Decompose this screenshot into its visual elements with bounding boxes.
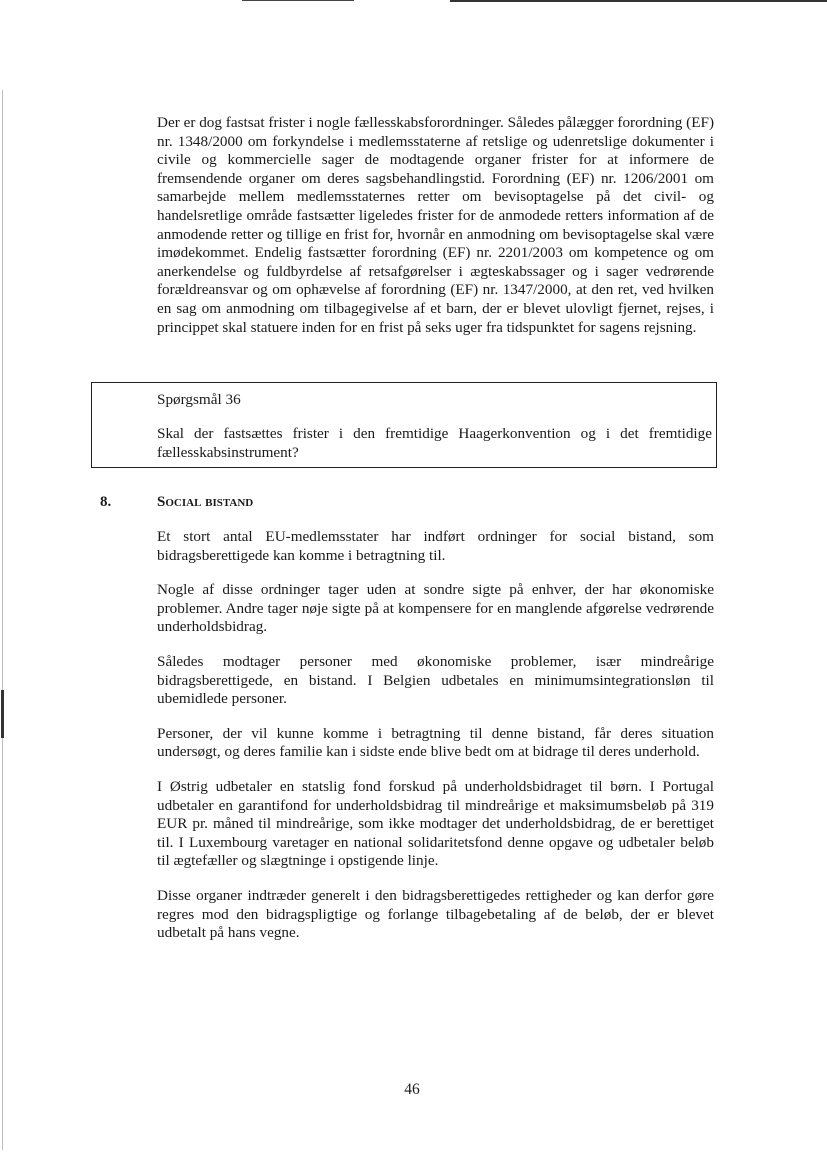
section-paragraph: Personer, der vil kunne komme i betragtning til denne bistand, får deres situation undersøgt, og deres familie kan i sidste ende blive bedt om at bidrage til deres underhold. — [157, 724, 714, 761]
section-paragraph: I Østrig udbetaler en statslig fond forskud på underholdsbidraget til børn. I Portugal udbetaler en garantifond for underholdsbidrag til mindreårige et maksimumsbeløb på 319 EUR pr. måned til mindreårige, som ikke modtager det underholdsbidrag, de er berettiget til. I Luxembourg varetager en national solidaritetsfond denne opgave og udbetaler beløb til ægtefæller og slægtninge i opstigende linje. — [157, 777, 714, 870]
scan-edge-mark — [1, 690, 4, 738]
section-paragraph: Disse organer indtræder generelt i den bidragsberettigedes rettigheder og kan derfor gøre regres mod den bidragspligtige og forlange tilbagebetaling af de beløb, der er blevet udbetalt på hans vegne. — [157, 886, 714, 942]
question-text: Skal der fastsættes frister i den fremtidige Haagerkonvention og i det fremtidige fællesskabsinstrument? — [157, 425, 712, 461]
section-paragraph: Et stort antal EU-medlemsstater har indført ordninger for social bistand, som bidragsberettigede kan komme i betragtning til. — [157, 528, 714, 564]
section-number: 8. — [100, 494, 112, 510]
section-title: Social bistand — [157, 494, 254, 510]
scan-edge-left — [2, 90, 3, 1150]
question-title: Spørgsmål 36 — [157, 391, 241, 408]
section-paragraph: Således modtager personer med økonomiske problemer, især mindreårige bidragsberettigede, en bistand. I Belgien udbetales en minimumsintegrationsløn til ubemidlede personer. — [157, 652, 714, 708]
scan-border-top-left — [242, 0, 354, 1]
question-box — [91, 382, 717, 468]
section-body — [157, 528, 714, 959]
scan-border-top-right — [450, 0, 827, 2]
intro-paragraph: Der er dog fastsat frister i nogle fællesskabsforordninger. Således pålægger forordning (EF) nr. 1348/2000 om forkyndelse i medlemsstaterne af retslige og udenretslige dokumenter i civile og kommercielle sager de modtagende organer frister for at informere de fremsendende organer om deres sagsbehandlingstid. Forordning (EF) nr. 1206/2001 om samarbejde mellem medlemsstaternes retter om bevisoptagelse på det civil- og handelsretlige område fastsætter ligeledes frister for de anmodede retters information af de anmodende retter og tillige en frist for, hvornår en anmodning om bevisoptagelse skal være imødekommet. Endelig fastsætter forordning (EF) nr. 2201/2003 om kompetence og om anerkendelse og fuldbyrdelse af retsafgørelser i ægteskabssager og i sager vedrørende forældreansvar og om ophævelse af forordning (EF) nr. 1347/2000, at den ret, ved hvilken en sag om anmodning om tilbagegivelse af et barn, der er blevet ulovligt fjernet, rejses, i princippet skal statuere inden for en frist på seks uger fra tidspunktet for sagens rejsning. — [157, 114, 714, 336]
intro-section — [157, 114, 714, 337]
section-paragraph: Nogle af disse ordninger tager uden at sondre sigte på enhver, der har økonomiske problemer. Andre tager nøje sigte på at kompensere for en manglende afgørelse vedrørende underholdsbidrag. — [157, 581, 714, 636]
page-number: 46 — [404, 1081, 420, 1098]
